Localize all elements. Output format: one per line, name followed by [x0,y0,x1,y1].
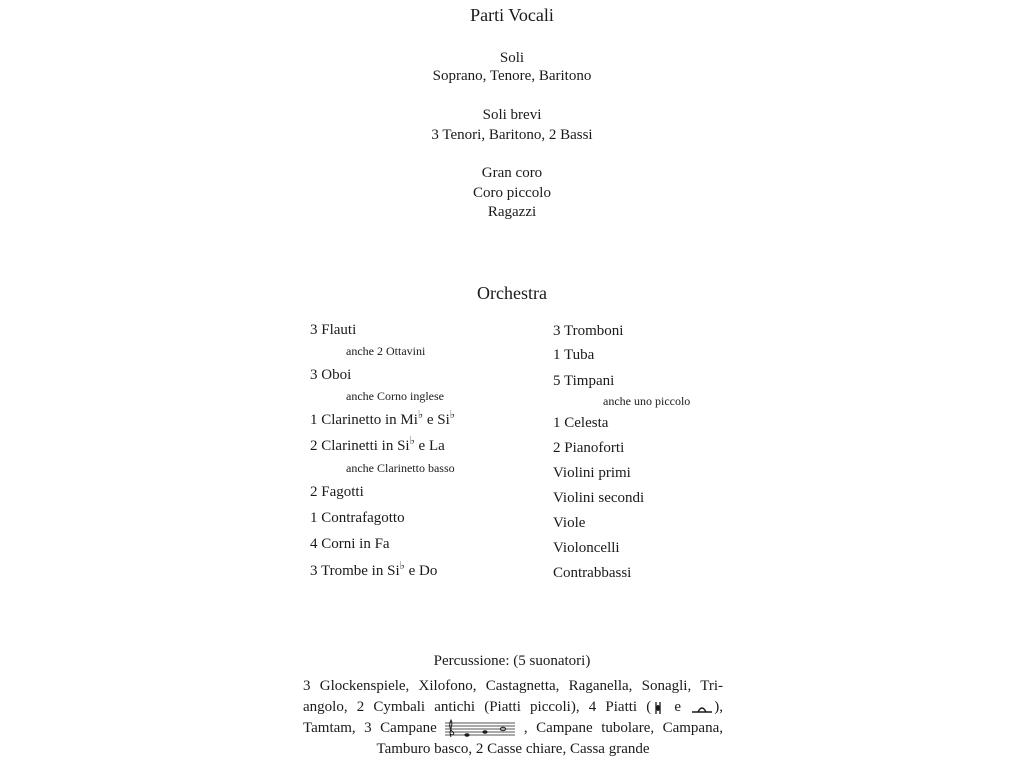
instrument-flauti: 3 Flauti [310,322,357,338]
trombe-text-2: e Do [404,563,438,579]
soli-title: Soli [499,50,525,66]
instrument-violoncelli: Violoncelli [553,540,620,556]
trombe-text: 3 Trombe in Si [310,563,400,579]
instrument-contrabbassi: Contrabbassi [553,565,632,581]
orchestra-heading: Orchestra [477,283,547,303]
instrument-violini-primi: Violini primi [553,465,631,481]
soli-brevi-title: Soli brevi [482,107,542,123]
instrument-note-oboi: anche Corno inglese [346,389,444,403]
instrument-contrafagotto: 1 Contrafagotto [310,510,405,526]
clar-mi-text: 1 Clarinetto in Mi [310,412,418,428]
instrument-timpani: 5 Timpani [553,373,615,389]
soli-list: Soprano, Tenore, Baritono [432,68,592,84]
flat-sign: ♭ [449,409,455,421]
instrument-violini-secondi: Violini secondi [553,490,645,506]
clar-si-text-2: e La [414,438,445,454]
instrument-clarinetto-mi [310,409,455,429]
flat-sign: ♭ [417,409,424,421]
instrument-note-timpani: anche uno piccolo [603,394,691,408]
flat-sign: ♭ [399,560,405,572]
percussion-line-3-text: Tamtam, 3 Campane [303,720,437,736]
cymbal-hand-icon [651,700,665,716]
percussion-line-2-text: angolo, 2 Cymbali antichi (Piatti piccoli), 4 Piatti ( [303,699,652,715]
treble-staff-notes-icon [445,719,515,739]
vocal-heading: Parti Vocali [470,5,554,25]
percussion-line-3 [303,718,723,739]
cymbal-stick-icon [690,700,714,716]
ragazzi: Ragazzi [487,204,537,220]
percussion-title: Percussione: (5 suonatori) [433,653,591,669]
flat-sign: ♭ [409,435,415,447]
percussion-line-2-end: ), [714,699,723,715]
instrument-oboi: 3 Oboi [310,367,352,383]
gran-coro: Gran coro [481,165,543,181]
clar-si-text: 2 Clarinetti in Si [310,438,410,454]
instrument-tuba: 1 Tuba [553,347,595,363]
instrument-pianoforti: 2 Pianoforti [553,440,625,456]
instrument-viole: Viole [553,515,586,531]
instrument-tromboni: 3 Tromboni [553,323,624,339]
percussion-line-2 [303,697,723,718]
instrument-corni: 4 Corni in Fa [310,536,390,552]
instrument-note-flauti: anche 2 Ottavini [346,344,426,358]
clar-mi-text-2: e Si [423,412,450,428]
instrument-note-clarinetti: anche Clarinetto basso [346,461,455,475]
percussion-line-3-rest: , Campane tubolare, Campana, [523,720,724,736]
percussion-line-4: Tamburo basco, 2 Casse chiare, Cassa grande [376,741,650,757]
instrument-clarinetti-si [310,435,445,455]
coro-piccolo: Coro piccolo [473,185,551,201]
percussion-line-2-and: e [665,699,691,715]
percussion-line-1: 3 Glockenspiele, Xilofono, Castagnetta, Raganella, Sonagli, Tri- [303,678,723,694]
soli-brevi-list: 3 Tenori, Baritono, 2 Bassi [431,127,593,143]
instrument-fagotti: 2 Fagotti [310,484,364,500]
instrument-celesta: 1 Celesta [553,415,609,431]
instrument-trombe [310,560,438,580]
